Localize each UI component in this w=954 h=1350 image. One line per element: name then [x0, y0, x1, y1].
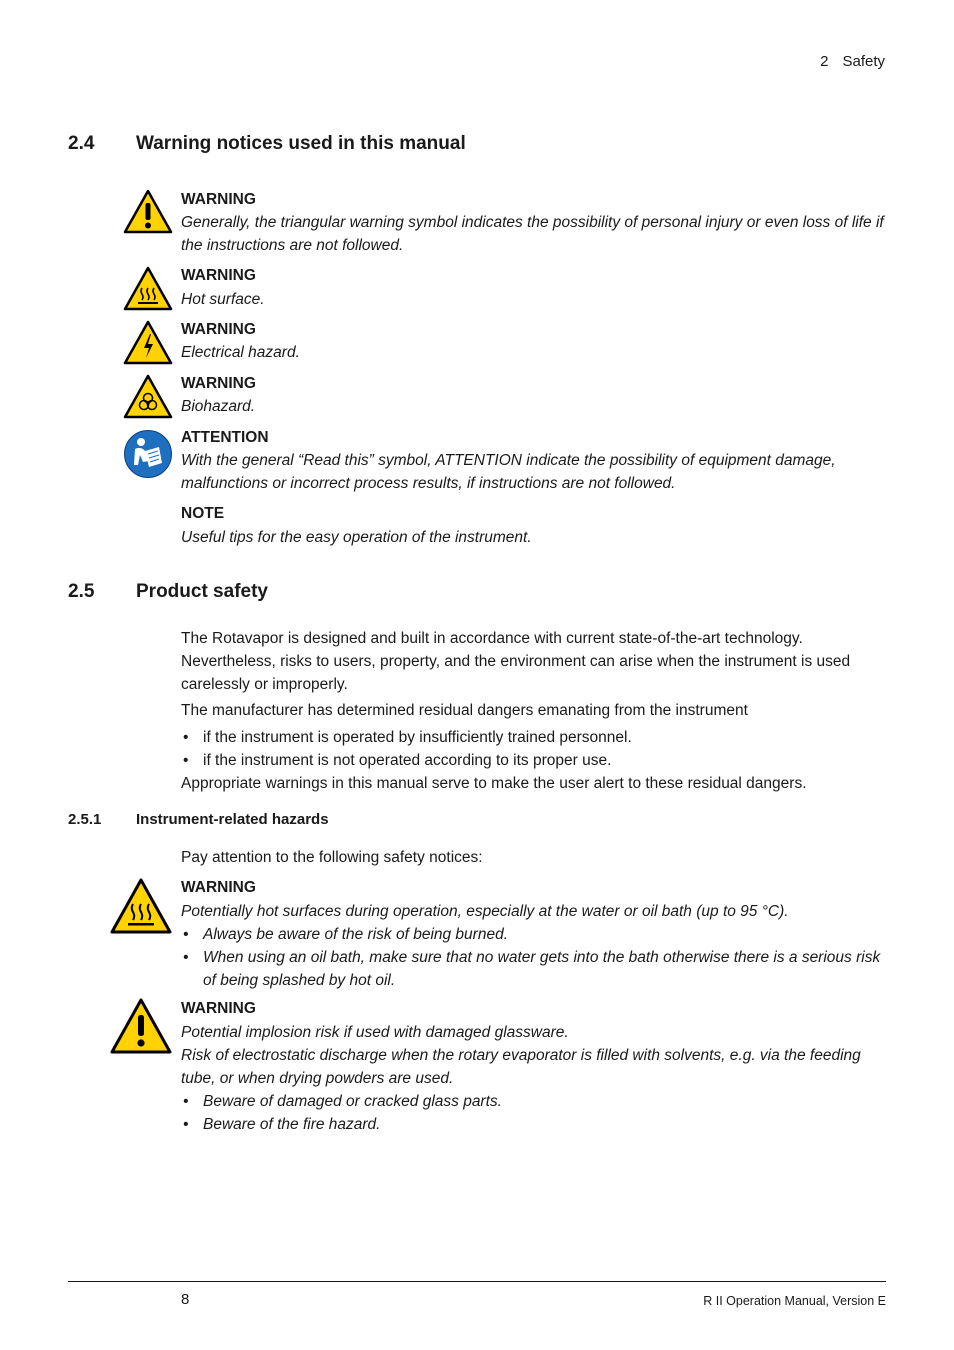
- notice-title: WARNING: [181, 879, 256, 896]
- bullet-list: [181, 726, 881, 795]
- notice-text: Potential implosion risk if used with damaged glassware.: [181, 1024, 569, 1041]
- notice-title: WARNING: [181, 267, 256, 284]
- chapter-title: Safety: [842, 53, 885, 70]
- notice-title: WARNING: [181, 191, 256, 208]
- section-number: 2.4: [68, 133, 95, 154]
- section-number: 2.5.1: [68, 811, 102, 828]
- list-item: • When using an oil bath, make sure that no water gets into the bath otherwise there is a serious risk of being splashed by hot oil.: [183, 949, 881, 989]
- read-manual-icon: [123, 429, 173, 479]
- electrical-hazard-icon: [123, 320, 173, 365]
- notice-text: Risk of electrostatic discharge when the rotary evaporator is filled with solvents, e.g. via the feeding tube, or when drying powders are used.: [181, 1047, 861, 1087]
- running-header: [806, 53, 885, 70]
- notice-text: With the general “Read this” symbol, ATTENTION indicate the possibility of equipment damage, malfunctions or incorrect process results, if instructions are not followed.: [181, 452, 836, 492]
- warning-implosion-body: [181, 1021, 886, 1136]
- list-item: • if the instrument is not operated according to its proper use.: [183, 752, 612, 769]
- notice-title: WARNING: [181, 375, 256, 392]
- notice-title: NOTE: [181, 505, 225, 522]
- list-item: • Beware of the fire hazard.: [183, 1116, 381, 1133]
- section-heading-2-5: [68, 581, 868, 605]
- section-title: Instrument-related hazards: [136, 811, 329, 828]
- hot-surface-icon: [110, 878, 172, 934]
- notice-text: Useful tips for the easy operation of the instrument.: [181, 529, 532, 546]
- paragraph: The Rotavapor is designed and built in accordance with current state-of-the-art technology. Nevertheless, risks to users, property, and the environment can arise when the instrument is used carelessly or improperly.: [181, 630, 851, 693]
- notice-text: Generally, the triangular warning symbol indicates the possibility of personal injury or even loss of life if the instructions are not followed.: [181, 214, 884, 254]
- notice-text: Biohazard.: [181, 398, 256, 415]
- notice-text: Potentially hot surfaces during operation, especially at the water or oil bath (up to 95 °C).: [181, 903, 789, 920]
- footer-divider: [68, 1281, 886, 1282]
- page-number: 8: [181, 1291, 190, 1308]
- warning-hot-surface-body: [181, 900, 886, 992]
- section-heading-2-4: [68, 133, 868, 157]
- paragraph: Appropriate warnings in this manual serve to make the user alert to these residual dangers.: [181, 775, 807, 792]
- section-number: 2.5: [68, 581, 95, 602]
- notice-text: Hot surface.: [181, 291, 265, 308]
- section-title: Product safety: [136, 581, 268, 602]
- chapter-number: 2: [820, 53, 829, 70]
- list-item: • Beware of damaged or cracked glass parts.: [183, 1093, 502, 1110]
- general-warning-icon: [110, 998, 172, 1054]
- hot-surface-icon: [123, 266, 173, 311]
- biohazard-icon: [123, 374, 173, 419]
- general-warning-icon: [123, 189, 173, 234]
- section-title: Warning notices used in this manual: [136, 133, 466, 154]
- notice-title: WARNING: [181, 1000, 256, 1017]
- manual-version: R II Operation Manual, Version E: [703, 1294, 886, 1308]
- subsection-heading-2-5-1: [68, 811, 868, 831]
- notice-title: ATTENTION: [181, 429, 269, 446]
- list-item: • Always be aware of the risk of being burned.: [183, 926, 509, 943]
- notice-title: WARNING: [181, 321, 256, 338]
- paragraph: Pay attention to the following safety notices:: [181, 849, 483, 866]
- list-item: • if the instrument is operated by insufficiently trained personnel.: [183, 729, 632, 746]
- notice-text: Electrical hazard.: [181, 344, 300, 361]
- paragraph: The manufacturer has determined residual dangers emanating from the instrument: [181, 702, 748, 719]
